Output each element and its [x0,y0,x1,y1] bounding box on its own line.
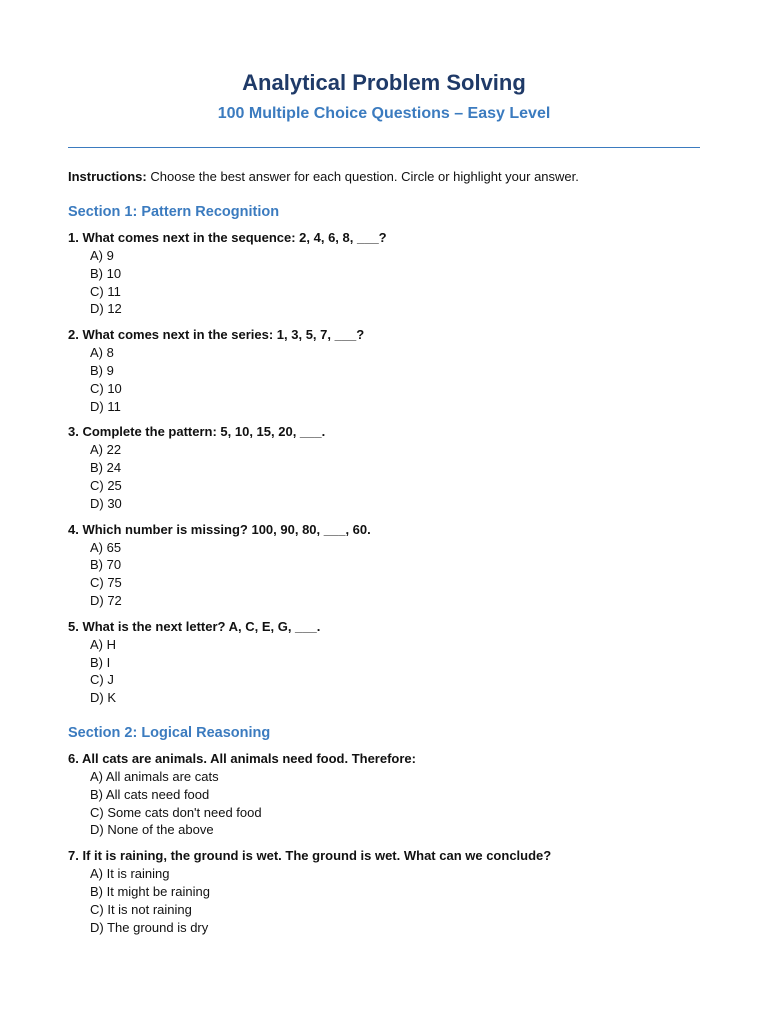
section-logical-reasoning [68,724,700,936]
answer-option: D) K [90,690,116,706]
instructions [68,168,700,185]
answer-option: D) 72 [90,592,122,608]
answer-option: B) 70 [90,557,122,573]
answer-option: C) Some cats don't need food [90,804,262,820]
answer-option: C) 10 [90,380,122,396]
answer-option: A) It is raining [90,866,170,882]
question-1 [68,229,700,318]
answer-option: B) All cats need food [90,786,210,802]
question-4 [68,521,700,610]
question-6 [68,750,700,839]
instructions-text: Choose the best answer for each question. Circle or highlight your answer. [150,169,579,184]
question-text: 3. Complete the pattern: 5, 10, 15, 20, ___. [68,424,326,440]
answer-option: A) 22 [90,442,122,458]
answer-option: A) 65 [90,539,122,555]
answer-option: C) 25 [90,477,122,493]
answer-option: C) 11 [90,283,121,299]
question-5 [68,618,700,707]
answer-option: A) 9 [90,248,114,263]
document-title: Analytical Problem Solving [242,70,526,95]
answer-options [68,636,700,707]
answer-option: D) 12 [90,301,122,317]
answer-option: B) 24 [90,460,122,476]
answer-option: A) All animals are cats [90,768,219,784]
answer-options [68,247,700,318]
question-text: 7. If it is raining, the ground is wet. The ground is wet. What can we conclude? [68,848,552,864]
answer-option: D) 11 [90,398,121,414]
question-text: 6. All cats are animals. All animals need food. Therefore: [68,750,416,766]
answer-option: D) The ground is dry [90,919,209,935]
header-divider [68,147,700,148]
answer-option: B) 10 [90,265,122,281]
question-7 [68,847,700,936]
question-list [68,229,700,707]
answer-option: C) It is not raining [90,901,192,917]
answer-option: D) None of the above [90,822,214,838]
question-text: 5. What is the next letter? A, C, E, G, ___. [68,618,321,634]
document-subtitle: 100 Multiple Choice Questions – Easy Level [217,105,551,122]
question-2 [68,326,700,415]
answer-options [68,539,700,610]
answer-option: B) 9 [90,362,114,378]
answer-option: A) 8 [90,345,114,361]
question-text: 1. What comes next in the sequence: 2, 4, 6, 8, ___? [68,230,387,245]
question-text: 4. Which number is missing? 100, 90, 80, ___, 60. [68,521,371,537]
answer-options [68,768,700,839]
question-3 [68,423,700,512]
section-heading: Section 1: Pattern Recognition [68,204,280,220]
question-text: 2. What comes next in the series: 1, 3, 5, 7, ___? [68,327,365,343]
answer-option: C) 75 [90,575,122,591]
answer-options [68,441,700,512]
answer-option: D) 30 [90,495,122,511]
answer-options [68,344,700,415]
section-pattern-recognition [68,203,700,707]
answer-options [68,865,700,936]
instructions-label: Instructions: [68,169,147,184]
answer-option: B) I [90,654,111,670]
question-list [68,750,700,936]
answer-option: A) H [90,636,116,652]
section-heading: Section 2: Logical Reasoning [68,724,271,741]
answer-option: B) It might be raining [90,883,210,899]
answer-option: C) J [90,672,114,688]
